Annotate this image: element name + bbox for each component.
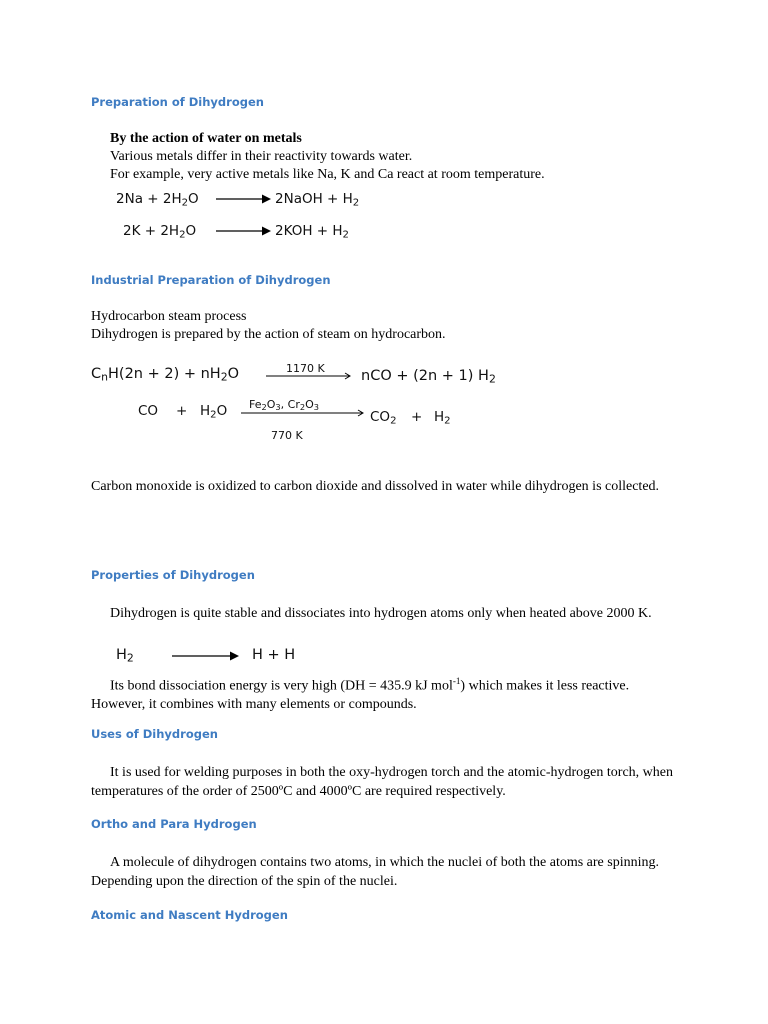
eq4-h2-text: H xyxy=(434,409,445,425)
eq4-plus-2: + xyxy=(411,409,423,425)
eq2-lhs-b: O xyxy=(185,223,197,239)
heading-uses: Uses of Dihydrogen xyxy=(91,727,218,741)
heading-industrial: Industrial Preparation of Dihydrogen xyxy=(91,273,331,287)
reaction-arrow-5 xyxy=(172,649,240,663)
reaction-arrow-3 xyxy=(266,371,352,381)
eq2-lhs-sub: 2 xyxy=(179,229,186,241)
subheading-water-metals xyxy=(110,130,302,148)
bond-energy-text-a: Its bond dissociation energy is very high (DH = 435.9 kJ mol xyxy=(110,678,453,694)
bond-energy-text-b: ) which makes it less reactive. However, it combines with many elements or compounds. xyxy=(91,678,630,713)
eq1-lhs-a: 2Na + 2H xyxy=(116,191,182,207)
eq1-lhs-sub: 2 xyxy=(181,197,189,209)
eq4-cat-comma: , Cr xyxy=(280,398,300,411)
eq3-rhs-a: nCO + (2n + 1) H xyxy=(361,368,489,384)
heading-atomic-nascent: Atomic and Nascent Hydrogen xyxy=(91,908,288,922)
eq4-h2o-sub: 2 xyxy=(210,409,217,421)
eq4-cat-o: O xyxy=(266,398,276,411)
reaction-arrow-2 xyxy=(216,224,272,238)
ortho-paragraph: A molecule of dihydrogen contains two atoms, in which the nuclei of both the atoms are spinning. Depending upon the direction of the spin of the nuclei. xyxy=(91,855,660,889)
eq4-cat-o-sub: 3 xyxy=(275,402,281,413)
eq4-h: H xyxy=(200,403,211,419)
eq3-h2o-sub: 2 xyxy=(220,370,228,384)
eq4-co2-sub: 2 xyxy=(390,415,397,427)
reaction-arrow-1 xyxy=(216,192,272,206)
reaction-arrow-4 xyxy=(241,408,365,418)
co-paragraph: Carbon monoxide is oxidized to carbon dioxide and dissolved in water while dihydrogen is collected. xyxy=(91,479,660,494)
eq4-h2-sub: 2 xyxy=(444,415,451,427)
heading-properties: Properties of Dihydrogen xyxy=(91,568,255,582)
eq3-n-sub: n xyxy=(101,370,109,384)
eq3-h: H xyxy=(108,366,119,382)
industrial-line-2: Dihydrogen is prepared by the action of steam on hydrocarbon. xyxy=(91,327,446,342)
eq4-cat-cr-sub: 2 xyxy=(299,402,306,413)
eq3-condition: 1170 K xyxy=(286,362,325,375)
eq3-plus: + nH xyxy=(183,366,221,382)
dissociation-rhs: H + H xyxy=(252,647,296,663)
properties-paragraph-2 xyxy=(91,672,681,714)
eq4-co2-text: CO xyxy=(370,409,391,425)
eq3-o: O xyxy=(227,366,240,382)
bond-energy-sup: -1 xyxy=(452,676,461,686)
eq2-lhs-a: 2K + 2H xyxy=(123,223,180,239)
eq1-rhs-a: 2NaOH + H xyxy=(275,191,353,207)
subheading-text: By the action of water on metals xyxy=(110,131,302,146)
equation-1-lhs xyxy=(116,191,199,209)
eq4-h2 xyxy=(434,409,451,427)
eq4-cat-o-sub-2: 3 xyxy=(313,402,320,413)
diss-h: H xyxy=(116,647,127,663)
equation-3-rhs xyxy=(361,368,496,386)
eq2-rhs-a: 2KOH + H xyxy=(275,223,343,239)
uses-paragraph: It is used for welding purposes in both the oxy-hydrogen torch and the atomic-hydrogen torch, when temperatures of the order of 2500ºC and 4000ºC are required respectively. xyxy=(91,765,673,799)
eq4-cat-fe: Fe xyxy=(249,398,262,411)
eq3-c: C xyxy=(91,366,102,382)
eq4-h2o xyxy=(200,403,227,421)
eq4-plus-1: + xyxy=(176,403,188,419)
eq4-temp: 770 K xyxy=(271,429,303,442)
properties-paragraph-1: Dihydrogen is quite stable and dissociates into hydrogen atoms only when heated above 2000 K. xyxy=(110,606,652,621)
equation-2-rhs xyxy=(275,223,349,241)
equation-2-lhs xyxy=(123,223,196,241)
eq3-rhs-sub: 2 xyxy=(488,372,496,386)
equation-3-lhs xyxy=(91,366,239,384)
industrial-line-1: Hydrocarbon steam process xyxy=(91,309,247,324)
dissociation-lhs xyxy=(116,647,134,665)
eq3-paren: (2n + 2) xyxy=(118,366,180,382)
diss-h-sub: 2 xyxy=(126,651,134,665)
eq1-lhs-b: O xyxy=(188,191,199,207)
eq4-cat-o2: O xyxy=(305,398,314,411)
eq4-cat-fe-sub: 2 xyxy=(261,402,267,413)
heading-ortho-para: Ortho and Para Hydrogen xyxy=(91,817,257,831)
heading-preparation: Preparation of Dihydrogen xyxy=(91,95,264,109)
eq4-o: O xyxy=(216,403,228,419)
eq2-rhs-sub: 2 xyxy=(342,229,349,241)
prep-line-2: For example, very active metals like Na, K and Ca react at room temperature. xyxy=(110,167,545,182)
eq4-co: CO xyxy=(138,403,159,419)
prep-line-1: Various metals differ in their reactivity towards water. xyxy=(110,149,413,164)
equation-1-rhs xyxy=(275,191,359,209)
eq4-co2 xyxy=(370,409,397,427)
eq1-rhs-sub: 2 xyxy=(352,197,360,209)
